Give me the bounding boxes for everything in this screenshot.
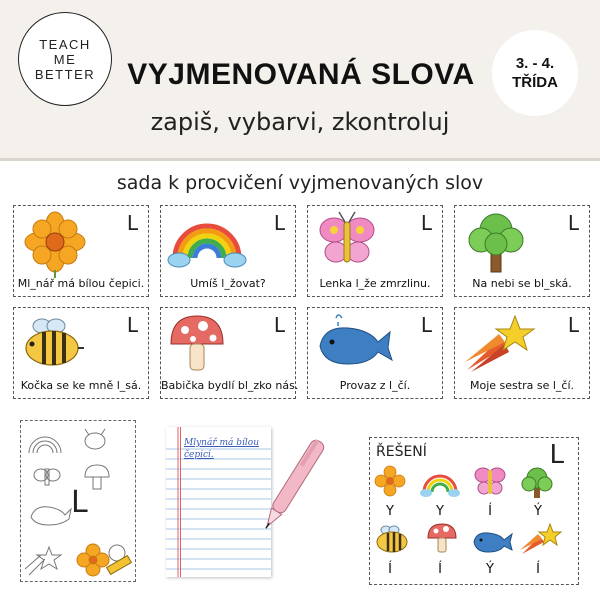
tagline: sada k procvičení vyjmenovaných slov bbox=[116, 172, 484, 194]
coloring-page-thumbnail bbox=[20, 420, 136, 582]
card-grid bbox=[13, 205, 588, 400]
card-corner-letter: L bbox=[126, 313, 138, 337]
solution-answer: Ý bbox=[534, 504, 542, 519]
card-corner-letter: L bbox=[273, 313, 285, 337]
card-corner-letter: L bbox=[567, 211, 579, 235]
card-caption: Moje sestra se l_čí. bbox=[470, 379, 574, 392]
card-caption: Provaz z l_čí. bbox=[339, 379, 411, 392]
shooting-star-icon bbox=[461, 312, 537, 374]
solution-corner-letter: L bbox=[549, 440, 564, 470]
solution-answer: Í bbox=[438, 562, 442, 577]
solution-answer: Í bbox=[488, 504, 492, 519]
header-banner bbox=[0, 0, 600, 161]
card-tree bbox=[454, 205, 590, 297]
card-whale bbox=[307, 307, 443, 399]
butterfly-icon bbox=[314, 210, 380, 270]
card-bee bbox=[13, 307, 149, 399]
solution-answer: Ý bbox=[486, 562, 494, 577]
card-caption: Ml_nář má bílou čepici. bbox=[17, 277, 145, 290]
solution-answer: Y bbox=[436, 504, 444, 519]
card-corner-letter: L bbox=[420, 313, 432, 337]
tree-icon bbox=[461, 210, 531, 274]
logo-line-2: ME bbox=[53, 51, 77, 67]
solution-answer: Y bbox=[386, 504, 394, 519]
card-corner-letter: L bbox=[420, 211, 432, 235]
card-corner-letter: L bbox=[126, 211, 138, 235]
card-corner-letter: L bbox=[567, 313, 579, 337]
card-mushroom bbox=[160, 307, 299, 399]
logo-line-1: TEACH bbox=[39, 36, 91, 52]
card-corner-letter: L bbox=[273, 211, 285, 235]
card-butterfly bbox=[307, 205, 443, 297]
card-caption: Umíš l_žovat? bbox=[190, 277, 266, 290]
card-flower bbox=[13, 205, 149, 297]
solution-card bbox=[369, 437, 579, 585]
rainbow-icon bbox=[167, 210, 247, 270]
card-caption: Babička bydlí bl_zko nás. bbox=[161, 379, 299, 392]
teach-me-better-logo bbox=[18, 12, 112, 106]
page-title: VYJMENOVANÁ SLOVA bbox=[127, 58, 475, 91]
card-caption: Na nebi se bl_ská. bbox=[472, 277, 572, 290]
pen-icon bbox=[258, 430, 328, 540]
notebook-page bbox=[166, 427, 271, 577]
grade-badge bbox=[492, 30, 578, 116]
solution-answer: Í bbox=[388, 562, 392, 577]
card-shooting-star bbox=[454, 307, 590, 399]
card-rainbow bbox=[160, 205, 296, 297]
grade-line-1: 3. - 4. bbox=[515, 55, 555, 72]
notebook-handwriting: Mlynář má bílou čepici. bbox=[184, 438, 259, 460]
coloring-page-letter: L bbox=[71, 485, 88, 520]
flower-icon bbox=[20, 210, 90, 278]
mushroom-icon bbox=[167, 312, 227, 374]
page-subtitle: zapiš, vybarvi, zkontroluj bbox=[150, 108, 450, 136]
solution-title: ŘEŠENÍ bbox=[376, 444, 427, 460]
solution-answer: Í bbox=[536, 562, 540, 577]
bee-icon bbox=[20, 312, 86, 374]
logo-line-3: BETTER bbox=[34, 66, 96, 82]
card-caption: Kočka se ke mně l_sá. bbox=[20, 379, 142, 392]
grade-line-2: TŘÍDA bbox=[512, 74, 558, 91]
card-caption: Lenka l_že zmrzlinu. bbox=[319, 277, 431, 290]
whale-icon bbox=[314, 312, 394, 370]
